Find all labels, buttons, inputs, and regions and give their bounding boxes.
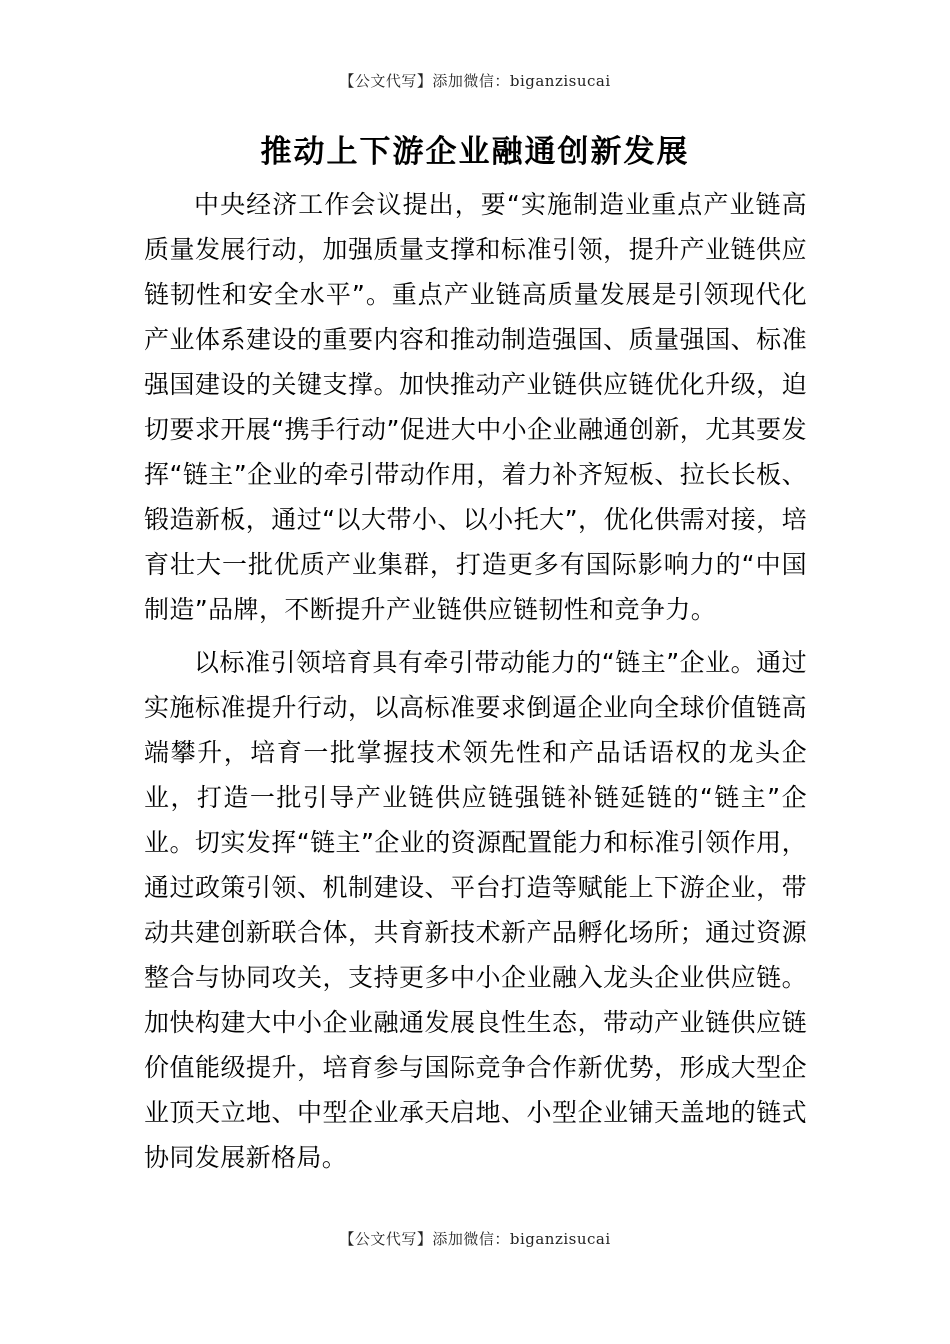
footer-watermark-note: 【公文代写】添加微信：biganzisucai [339,1230,611,1248]
paragraph-1: 中央经济工作会议提出，要“实施制造业重点产业链高质量发展行动，加强质量支撑和标准引领，提升产业链供应链韧性和安全水平”。重点产业链高质量发展是引领现代化产业体系建设的重要内容和推动制造强国、质量强国、标准强国建设的关键支撑。加快推动产业链供应链优化升级，迫切要求开展“携手行动”促进大中小企业融通创新，尤其要发挥“链主”企业的牵引带动作用，着力补齐短板、拉长长板、锻造新板，通过“以大带小、以小托大”，优化供需对接，培育壮大一批优质产业集群，打造更多有国际影响力的“中国制造”品牌，不断提升产业链供应链韧性和竞争力。 [144,190,807,624]
document-body [144,182,807,1188]
document-title: 推动上下游企业融通创新发展 [260,134,690,170]
paragraph-2: 以标准引领培育具有牵引带动能力的“链主”企业。通过实施标准提升行动，以高标准要求倒逼企业向全球价值链高端攀升，培育一批掌握技术领先性和产品话语权的龙头企业，打造一批引导产业链供应链强链补链延链的“链主”企业。切实发挥“链主”企业的资源配置能力和标准引领作用，通过政策引领、机制建设、平台打造等赋能上下游企业，带动共建创新联合体，共育新技术新产品孵化场所；通过资源整合与协同攻关，支持更多中小企业融入龙头企业供应链。加快构建大中小企业融通发展良性生态，带动产业链供应链价值能级提升，培育参与国际竞争合作新优势，形成大型企业顶天立地、中型企业承天启地、小型企业铺天盖地的链式协同发展新格局。 [144,648,807,1172]
header-watermark-note: 【公文代写】添加微信：biganzisucai [339,72,611,90]
